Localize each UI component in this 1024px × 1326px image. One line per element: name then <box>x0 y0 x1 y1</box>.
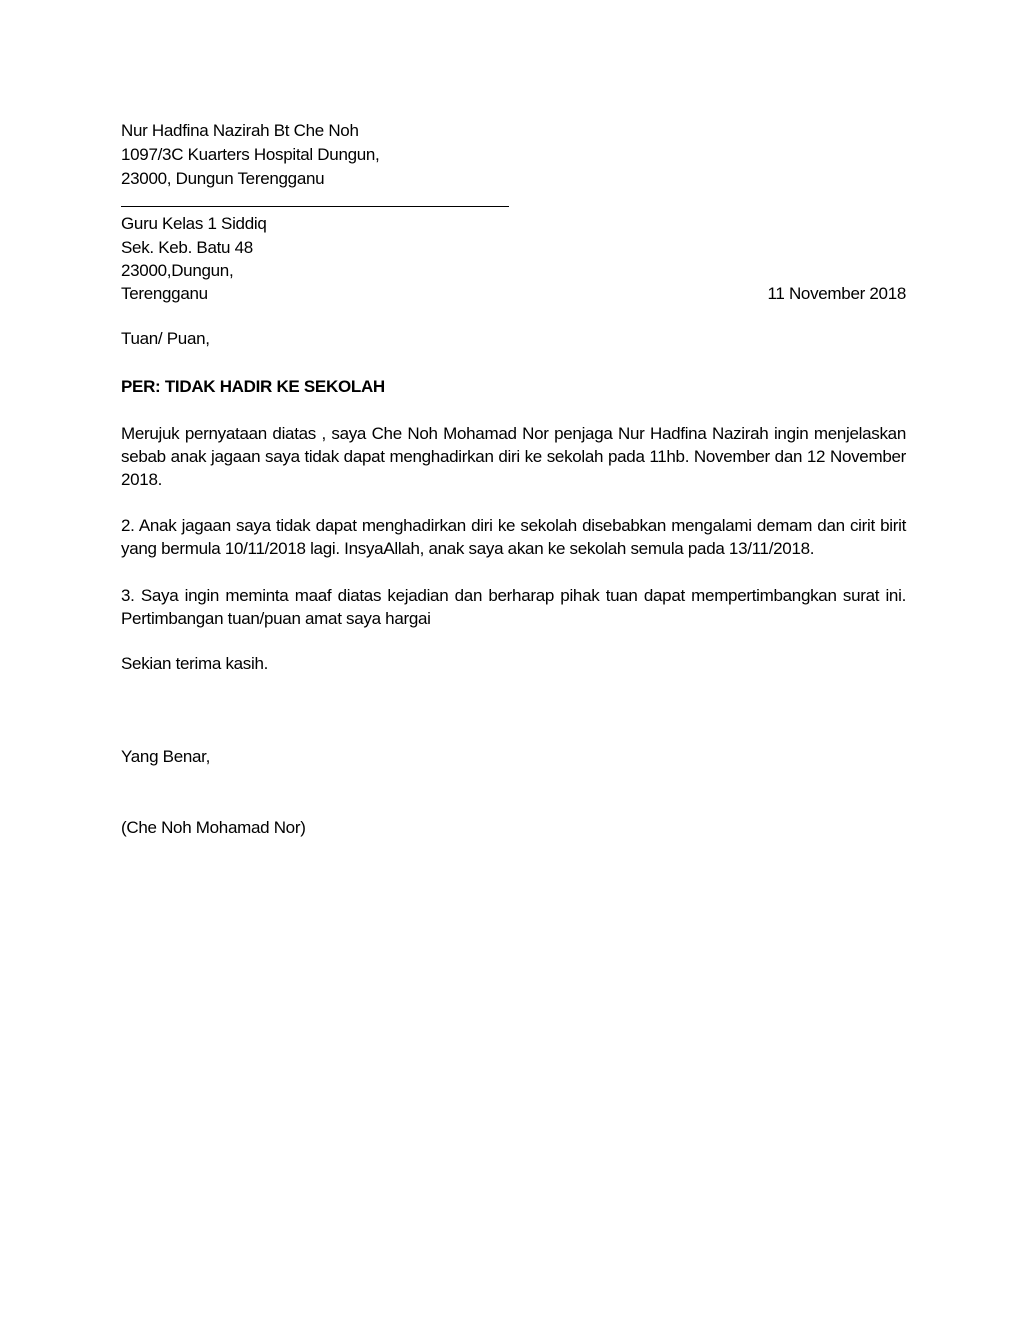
body-paragraph-1: Merujuk pernyataan diatas , saya Che Noh Mohamad Nor penjaga Nur Hadfina Nazirah ingin menjelaskan sebab anak jagaan saya tidak dapat menghadirkan diri ke sekolah pada 11hb. November dan 12 November 2018. <box>121 424 906 489</box>
recipient-line-4: Terengganu <box>121 284 208 303</box>
recipient-line-3: 23000,Dungun, <box>121 261 234 280</box>
recipient-line-1: Guru Kelas 1 Siddiq <box>121 214 267 233</box>
sender-address-line-1: 1097/3C Kuarters Hospital Dungun, <box>121 145 380 164</box>
address-divider <box>121 206 509 207</box>
recipient-line-2: Sek. Keb. Batu 48 <box>121 238 253 257</box>
sign-off: Yang Benar, <box>121 747 211 766</box>
sender-name: Nur Hadfina Nazirah Bt Che Noh <box>121 121 359 140</box>
letter-date: 11 November 2018 <box>767 284 906 303</box>
salutation: Tuan/ Puan, <box>121 329 210 348</box>
subject-line: PER: TIDAK HADIR KE SEKOLAH <box>121 377 385 396</box>
closing-line: Sekian terima kasih. <box>121 654 269 673</box>
body-paragraph-2: 2. Anak jagaan saya tidak dapat menghadirkan diri ke sekolah disebabkan mengalami demam dan cirit birit yang bermula 10/11/2018 lagi. InsyaAllah, anak saya akan ke sekolah semula pada 13/11/2018. <box>121 516 906 558</box>
sender-address-line-2: 23000, Dungun Terengganu <box>121 169 325 188</box>
body-paragraph-3: 3. Saya ingin meminta maaf diatas kejadian dan berharap pihak tuan dapat mempertimbangkan surat ini. Pertimbangan tuan/puan amat saya hargai <box>121 586 906 628</box>
signatory-name: (Che Noh Mohamad Nor) <box>121 818 306 837</box>
